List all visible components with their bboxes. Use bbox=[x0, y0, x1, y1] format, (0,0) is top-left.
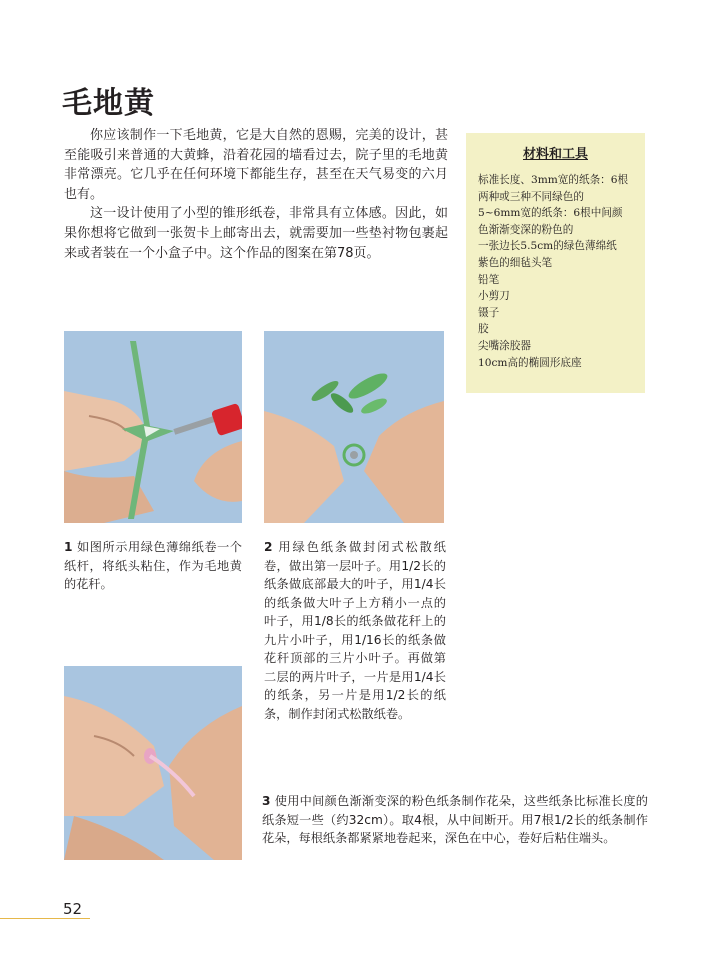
intro-text bbox=[64, 126, 448, 263]
page-number: 52 bbox=[63, 900, 83, 918]
materials-item: 紫色的细毡头笔 bbox=[478, 256, 553, 269]
step-2-caption bbox=[264, 538, 446, 723]
materials-item: 10cm高的椭圆形底座 bbox=[478, 356, 582, 369]
intro-paragraph-1: 你应该制作一下毛地黄，它是大自然的恩赐，完美的设计，甚至能吸引来普通的大黄蜂，沿着花园的墙看过去，院子里的毛地黄非常漂亮。它几乎在任何环境下都能生存，甚至在天气易变的六月也有。 bbox=[64, 128, 448, 202]
materials-item: 小剪刀 bbox=[478, 290, 510, 303]
materials-item: 镊子 bbox=[478, 306, 500, 319]
materials-list bbox=[478, 172, 633, 371]
materials-heading: 材料和工具 bbox=[522, 147, 588, 162]
step-3-number: 3 bbox=[262, 794, 271, 808]
materials-item: 铅笔 bbox=[478, 273, 500, 286]
materials-item: 标准长度、3mm宽的纸条：6根两种或三种不同绿色的 bbox=[478, 174, 629, 203]
step-2-text: 用绿色纸条做封闭式松散纸卷，做出第一层叶子。用1/2长的纸条做底部最大的叶子，用1/4长的纸条做大叶子上方稍小一点的叶子，用1/8长的纸条做花秆上的九片小叶子，用1/16长的纸条做花秆顶部的三片小叶子。再做第二层的两片叶子，一片是用1/4长的纸条，另一片是用1/2长的纸条，制作封闭式松散纸卷。 bbox=[264, 540, 446, 721]
step-3-photo bbox=[64, 666, 242, 860]
step-3-caption bbox=[262, 792, 648, 848]
materials-item: 5~6mm宽的纸条：6根中间颜色渐渐变深的粉色的 bbox=[478, 207, 623, 236]
step-2-photo bbox=[264, 331, 444, 523]
materials-item: 一张边长5.5cm的绿色薄绵纸 bbox=[478, 240, 617, 253]
page-title: 毛地黄 bbox=[62, 86, 155, 121]
step-1-number: 1 bbox=[64, 540, 73, 554]
step-1-text: 如图所示用绿色薄绵纸卷一个纸杆，将纸头粘住，作为毛地黄的花秆。 bbox=[64, 540, 242, 591]
step-2-number: 2 bbox=[264, 540, 273, 554]
materials-item: 胶 bbox=[478, 323, 489, 336]
step-3-text: 使用中间颜色渐渐变深的粉色纸条制作花朵，这些纸条比标准长度的纸条短一些（约32cm）。取4根，从中间断开。用7根1/2长的纸条制作花朵，每根纸条都紧紧地卷起来，深色在中心，卷好后粘住端头。 bbox=[262, 794, 648, 845]
materials-box bbox=[466, 133, 645, 393]
footer-rule bbox=[0, 918, 90, 919]
intro-paragraph-2: 这一设计使用了小型的锥形纸卷，非常具有立体感。因此，如果你想将它做到一张贺卡上邮寄出去，就需要加一些垫衬物包裹起来或者装在一个小盒子中。这个作品的图案在第78页。 bbox=[64, 206, 448, 261]
step-1-photo bbox=[64, 331, 242, 523]
materials-item: 尖嘴涂胶器 bbox=[478, 339, 531, 352]
step-1-caption bbox=[64, 538, 242, 594]
